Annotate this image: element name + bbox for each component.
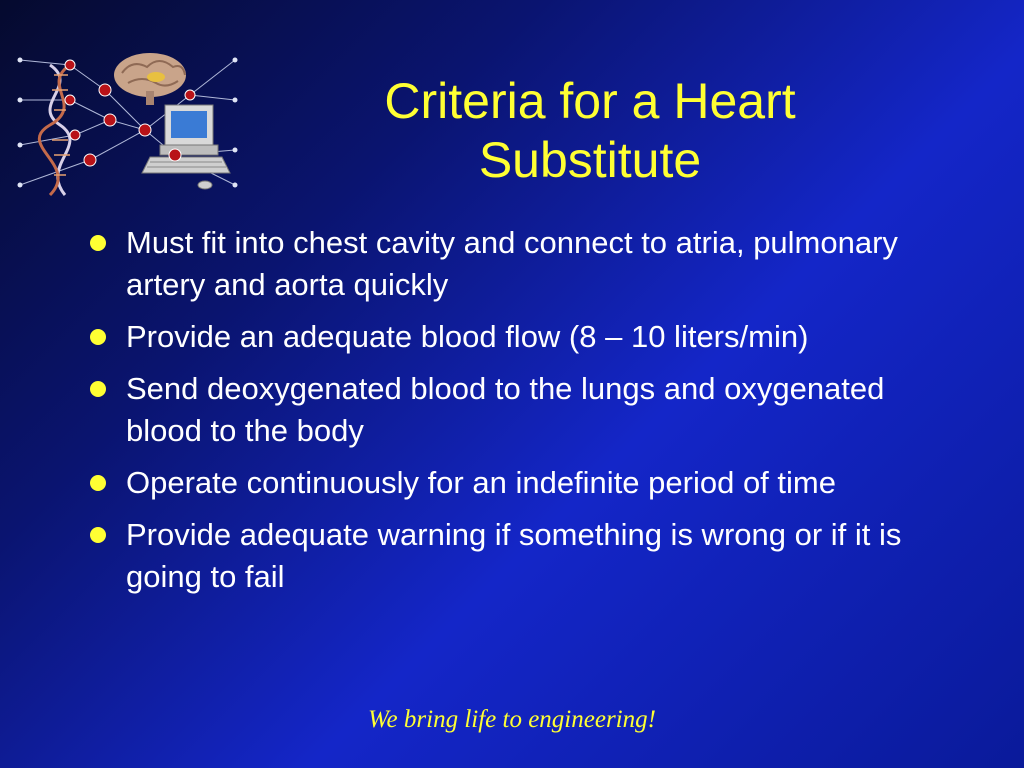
bullet-item — [88, 316, 958, 358]
slide-title: Criteria for a Heart Substitute — [384, 73, 796, 188]
bullet-text: Send deoxygenated blood to the lungs and oxygenated blood to the body — [126, 371, 885, 448]
dna-brain-computer-network-icon — [10, 45, 245, 205]
bullet-dot-icon — [90, 381, 106, 397]
bullet-item — [88, 222, 958, 306]
bullet-item — [88, 514, 958, 598]
bullet-dot-icon — [90, 527, 106, 543]
bullet-text: Provide an adequate blood flow (8 – 10 liters/min) — [126, 319, 809, 354]
bullet-item — [88, 368, 958, 452]
bullet-text: Operate continuously for an indefinite period of time — [126, 465, 836, 500]
bullet-text: Provide adequate warning if something is wrong or if it is going to fail — [126, 517, 902, 594]
bullet-dot-icon — [90, 235, 106, 251]
bullet-dot-icon — [90, 329, 106, 345]
tagline: We bring life to engineering! — [368, 706, 656, 733]
bullet-list — [88, 222, 958, 608]
bullet-item — [88, 462, 958, 504]
bullet-text: Must fit into chest cavity and connect to atria, pulmonary artery and aorta quickly — [126, 225, 898, 302]
bullet-dot-icon — [90, 475, 106, 491]
